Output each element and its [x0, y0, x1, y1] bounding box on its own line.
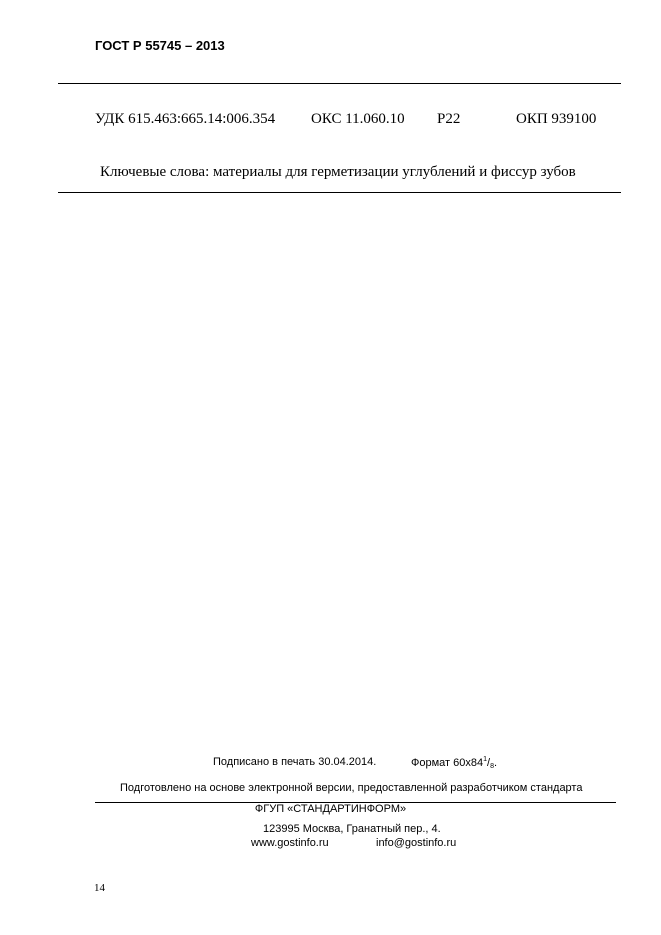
format-slash: / [487, 757, 491, 769]
format-numerator: 1 [483, 756, 488, 763]
format-denominator: 8 [490, 763, 494, 770]
paper-format [411, 756, 497, 770]
email-link[interactable]: info@gostinfo.ru [376, 837, 457, 849]
publisher-address: 123995 Москва, Гранатный пер., 4. [263, 823, 441, 835]
udk-code: УДК 615.463:665.14:006.354 [95, 111, 276, 127]
okp-code: ОКП 939100 [516, 111, 597, 127]
top-divider [58, 83, 621, 84]
website-link[interactable]: www.gostinfo.ru [251, 837, 329, 849]
oks-code: ОКС 11.060.10 [311, 111, 405, 127]
signed-date: Подписано в печать 30.04.2014. [213, 756, 377, 768]
document-code: ГОСТ Р 55745 – 2013 [95, 38, 225, 53]
publisher-name: ФГУП «СТАНДАРТИНФОРМ» [254, 803, 407, 815]
group-code: Р22 [437, 111, 461, 127]
keywords-line: Ключевые слова: материалы для герметизации углублений и фиссур зубов [100, 164, 576, 180]
format-prefix: Формат 60x84 [411, 757, 484, 769]
keywords-divider [58, 192, 621, 193]
prepared-note: Подготовлено на основе электронной версии, предоставленной разработчиком стандарта [120, 782, 583, 794]
page-number: 14 [94, 882, 105, 894]
format-end: . [493, 757, 498, 769]
